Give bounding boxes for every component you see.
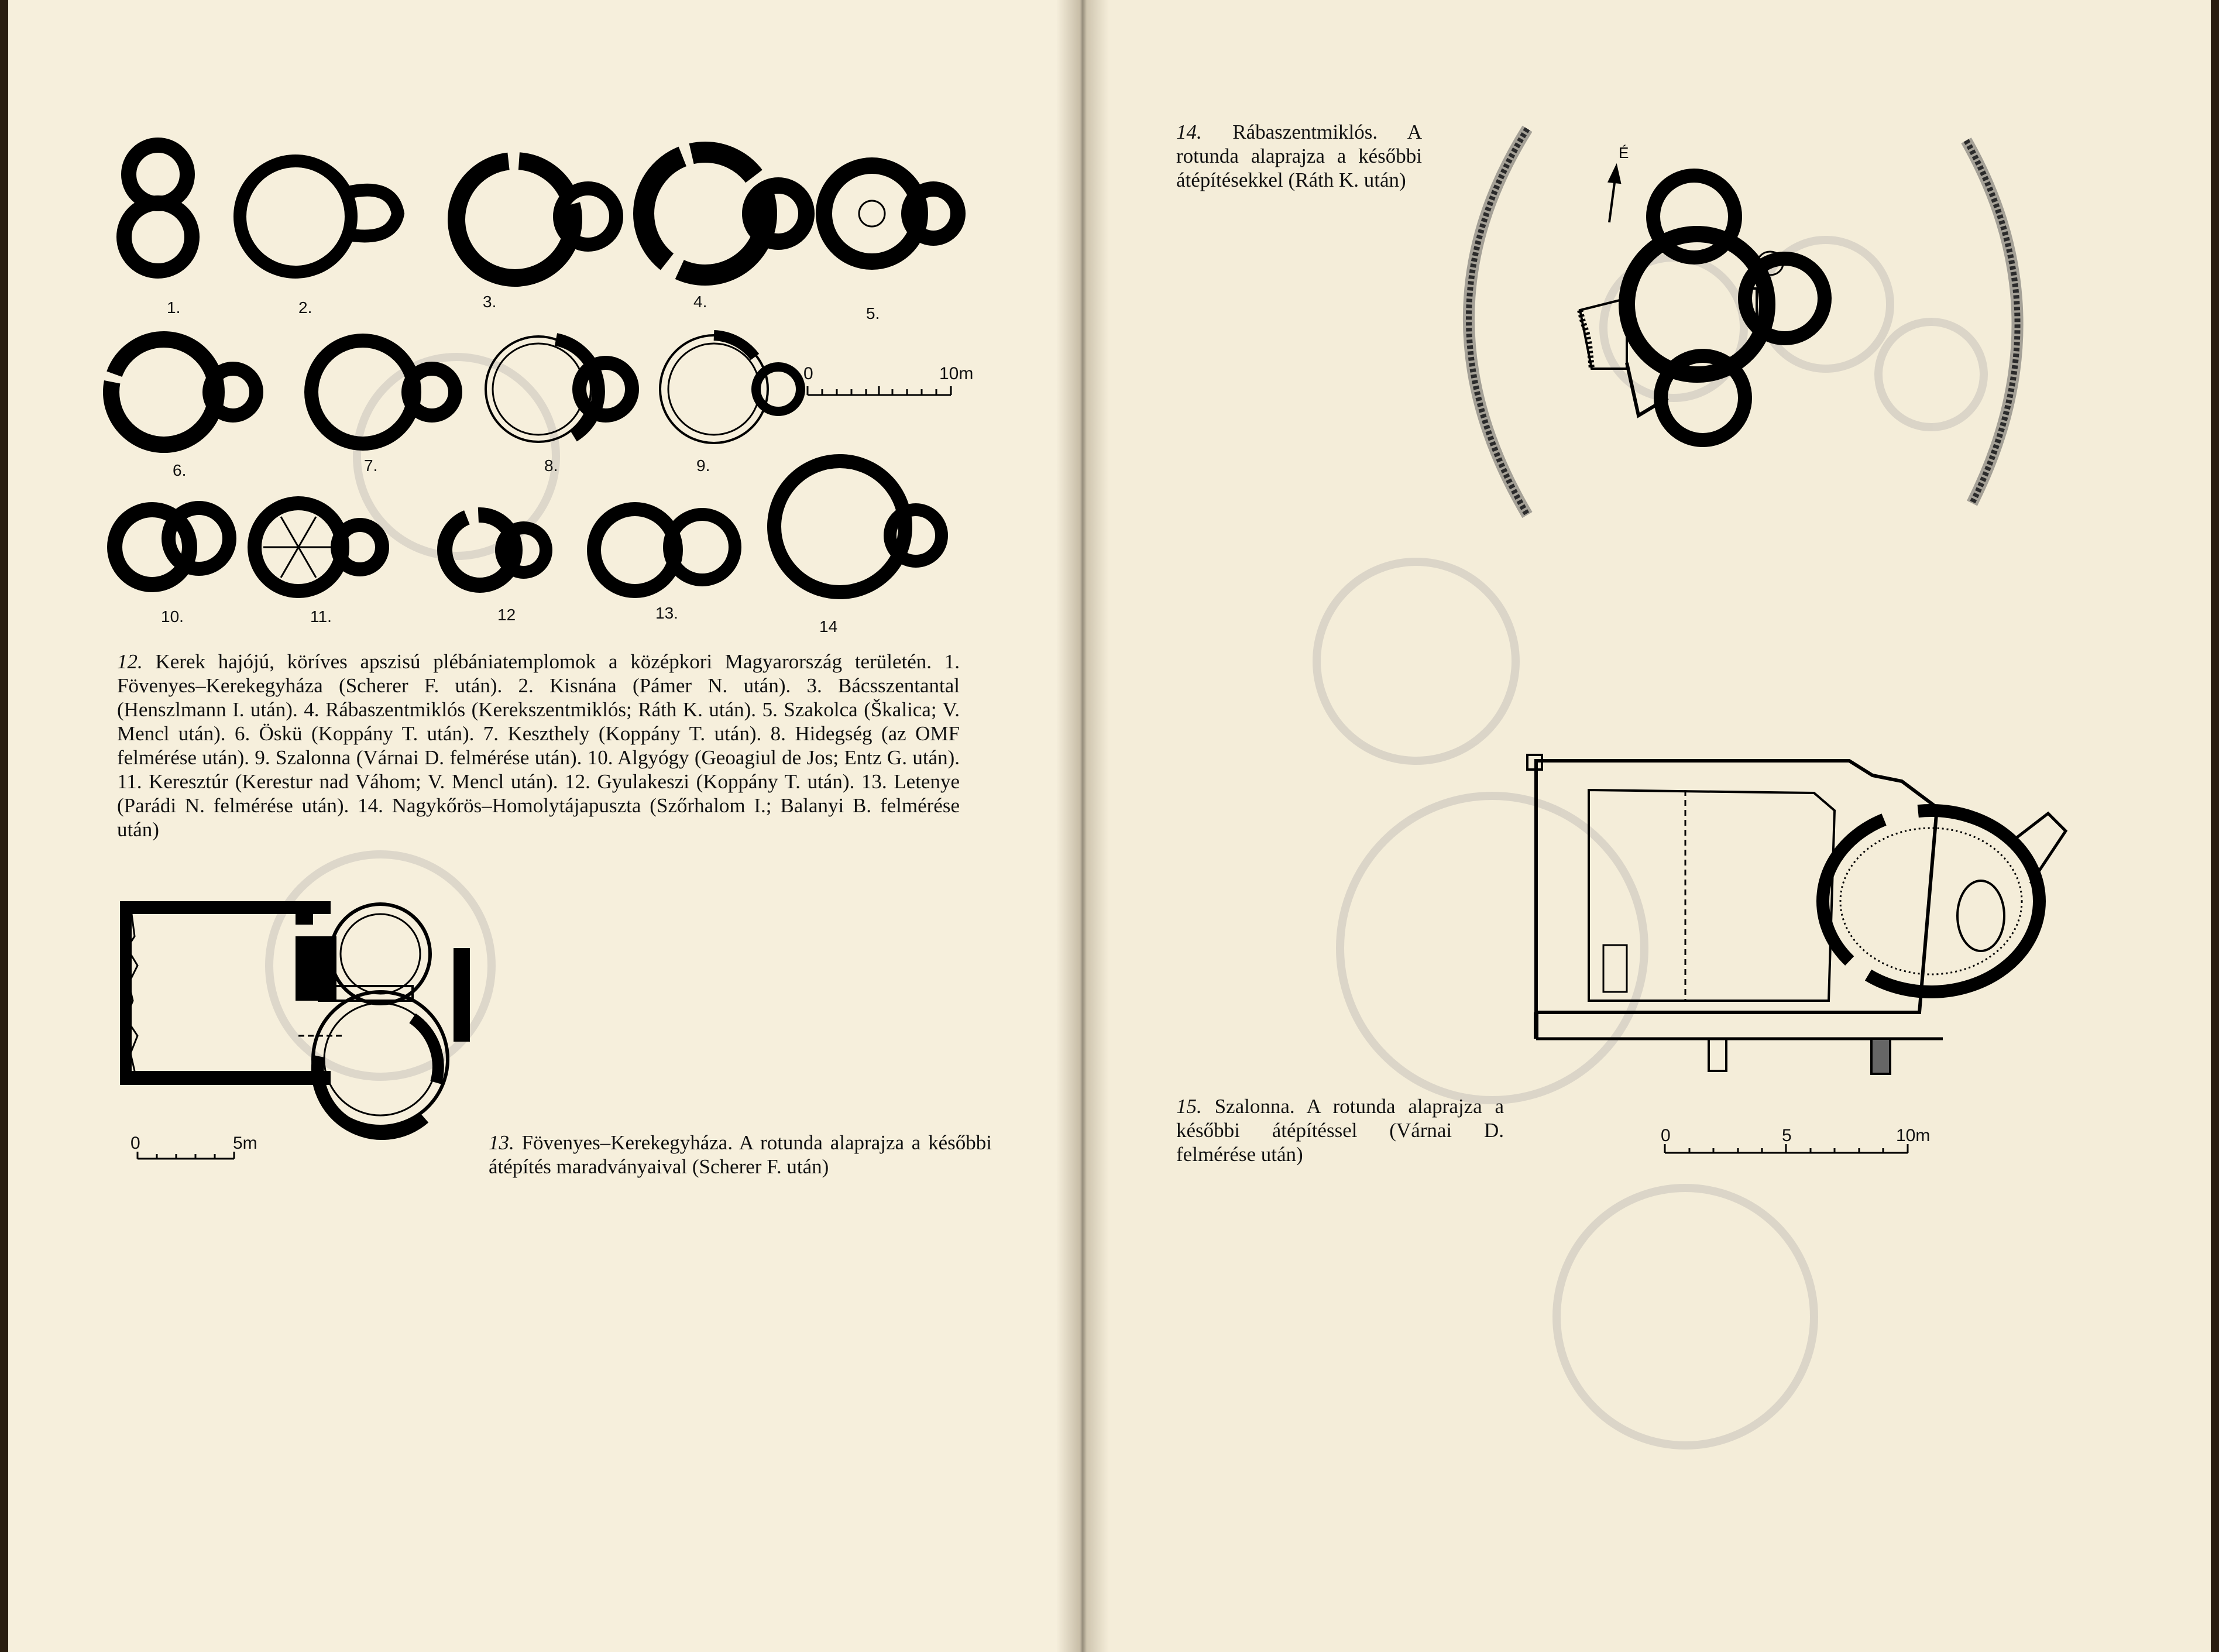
figure-14-plan (1434, 123, 1960, 521)
fig15-caption-number: 15. (1176, 1095, 1202, 1118)
plan-label: 1. (167, 298, 181, 317)
figure-13-plan (120, 901, 483, 1165)
plan-label: 4. (693, 293, 707, 311)
fig12-scale-bar (808, 386, 951, 395)
fig12-caption (117, 650, 960, 842)
plan-label: 6. (173, 461, 187, 479)
plan-2 (240, 161, 398, 272)
plan-7 (311, 341, 455, 444)
plan-label: 10. (161, 607, 184, 626)
fig13-rotunda (313, 904, 470, 1134)
fig12-caption-text: Kerek hajójú, köríves apszisú plébániatemplomok a középkori Magyarország területén. 1. Fövenyes–Kerekegyháza (Scherer F. után). 2. Kisnána (Pámer N. után). 3. Bácsszentantal (Henszlmann I. után). 4. Rábaszentmiklós (Kerekszentmiklós; Ráth K. után). 5. Szakolca (Škalica; V. Mencl után). 6. Öskü (Koppány T. után). 7. Keszthely (Koppány T. után). 8. Hidegség (az OMF felmérése után). 9. Szalonna (Várnai D. felmérése után). 10. Algyógy (Geoagiul de Jos; Entz G. után). 11. Keresztúr (Kerestur nad Váhom; V. Mencl után). 12. Gyulakeszi (Koppány T. után). 13. Letenye (Parádi N. felmérése után). 14. Nagykőrös–Homolytájapuszta (Szőrhalom I.; Balanyi B. felmérése után) (117, 650, 960, 841)
plan-label: 11. (310, 607, 332, 626)
fig15-rotunda (1823, 810, 2066, 992)
plan-label: 12 (497, 606, 516, 624)
plan-label: 7. (364, 456, 378, 475)
plan-11 (255, 503, 382, 591)
plan-9 (660, 335, 801, 443)
north-arrow-icon (1609, 167, 1620, 222)
plan-14 (774, 461, 942, 592)
fig15-caption-text: Szalonna. A rotunda alaprajza a későbbi átépítéssel (Várnai D. felmérése után) (1176, 1095, 1504, 1166)
plan-1 (124, 145, 192, 271)
fig13-caption (489, 1131, 992, 1179)
plan-10 (115, 508, 229, 585)
figure-12-plans (105, 117, 1071, 632)
fig15-scale-zero: 0 (1661, 1126, 1671, 1145)
plan-label: 3. (483, 293, 497, 311)
fig15-caption (1176, 1094, 1504, 1166)
fig12-scale-end: 10m (939, 364, 974, 383)
fig13-scale-end: 5m (233, 1134, 257, 1153)
fig13-caption-number: 13. (489, 1131, 514, 1154)
fig14-rotunda (1627, 176, 1825, 440)
plan-label: 8. (544, 456, 558, 475)
plan-label: 2. (298, 298, 312, 317)
plan-label: 5. (866, 304, 880, 322)
fig15-scale-mid: 5 (1782, 1126, 1792, 1145)
plan-4 (644, 152, 806, 275)
plan-6 (111, 339, 256, 445)
plan-label: 14 (819, 617, 838, 636)
plan-label: 13. (655, 604, 678, 622)
fig13-scale-bar (138, 1152, 234, 1159)
plan-label: 9. (696, 456, 710, 475)
fig14-caption (1176, 120, 1422, 192)
figure-15-plan (1521, 743, 2036, 1145)
fig13-caption-text: Fövenyes–Kerekegyháza. A rotunda alaprajza a későbbi átépítés maradványaival (Scherer F. után) (489, 1131, 992, 1178)
fig14-caption-text: Rábaszentmiklós. A rotunda alaprajza a későbbi átépítésekkel (Ráth K. után) (1176, 121, 1422, 191)
fig15-scale-end: 10m (1896, 1126, 1931, 1145)
fig13-scale-zero: 0 (130, 1134, 140, 1153)
plan-5 (824, 166, 958, 262)
plan-12 (445, 515, 546, 585)
plan-13 (594, 509, 735, 591)
north-label: É (1619, 144, 1629, 162)
fig12-caption-number: 12. (117, 650, 143, 673)
fig14-caption-number: 14. (1176, 121, 1202, 143)
plan-3 (456, 161, 616, 278)
fig12-scale-zero: 0 (803, 364, 813, 383)
fig15-walls (1527, 755, 1943, 1074)
plan-8 (486, 336, 632, 442)
